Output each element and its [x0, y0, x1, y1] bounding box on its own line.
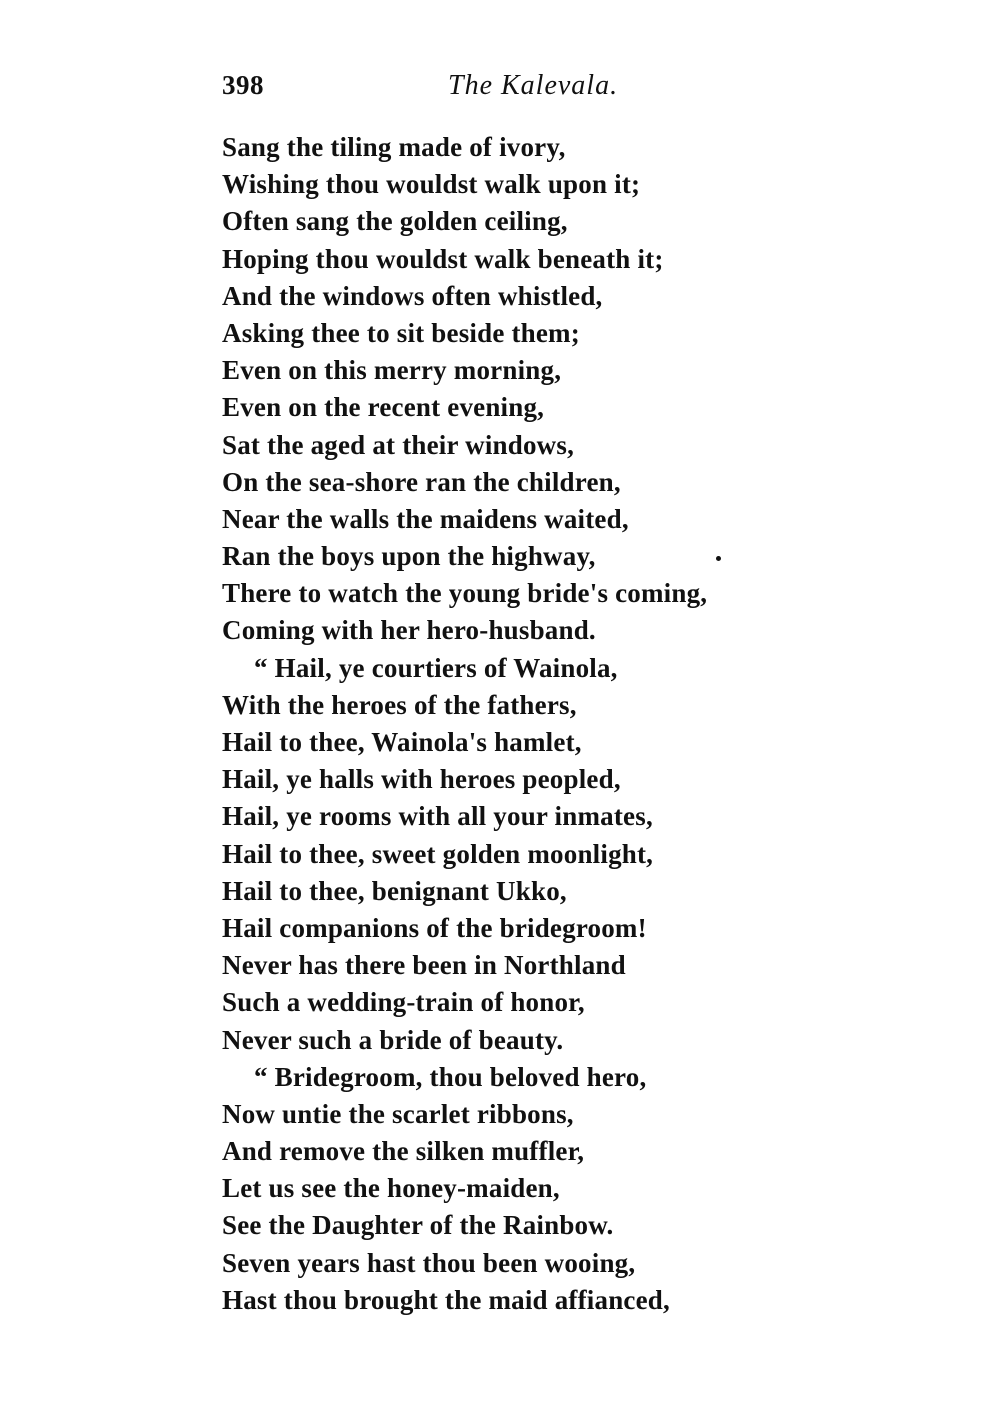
verse-line: There to watch the young bride's coming, [222, 578, 708, 609]
verse-line: Near the walls the maidens waited, [222, 503, 629, 534]
verse-line: Wishing thou wouldst walk upon it; [222, 169, 641, 200]
verse-line: Hoping thou wouldst walk beneath it; [222, 243, 664, 274]
verse-line: Hail, ye rooms with all your inmates, [222, 801, 653, 832]
verse-line: Sang the tiling made of ivory, [222, 132, 566, 162]
verse-line: Coming with her hero-husband. [222, 615, 596, 646]
verse-line: See the Daughter of the Rainbow. [222, 1210, 614, 1241]
verse-line: Sat the aged at their windows, [222, 429, 575, 460]
page-header [222, 70, 782, 110]
verse-block [222, 129, 822, 1319]
verse-line: Now untie the scarlet ribbons, [222, 1098, 574, 1129]
verse-line: Ran the boys upon the highway, [222, 541, 596, 572]
verse-line: Asking thee to sit beside them; [222, 317, 580, 348]
verse-line: Let us see the honey-maiden, [222, 1173, 560, 1204]
verse-line: Never has there been in Northland [222, 950, 626, 981]
verse-line: Hail to thee, Wainola's hamlet, [222, 727, 582, 757]
running-title: The Kalevala. [448, 70, 619, 101]
verse-line: “ Bridegroom, thou beloved hero, [254, 1061, 647, 1092]
verse-line: Even on the recent evening, [222, 392, 545, 423]
verse-line: Hail companions of the bridegroom! [222, 912, 647, 943]
verse-line: Even on this merry morning, [222, 355, 562, 386]
verse-line: Often sang the golden ceiling, [222, 206, 568, 237]
verse-line: Hail to thee, benignant Ukko, [222, 875, 567, 906]
verse-line: And remove the silken muffler, [222, 1136, 585, 1167]
page-number: 398 [222, 70, 264, 100]
verse-line: Never such a bride of beauty. [222, 1024, 564, 1055]
verse-line: Hail to thee, sweet golden moonlight, [222, 838, 654, 869]
print-speck [716, 556, 721, 561]
verse-line: On the sea-shore ran the children, [222, 466, 621, 497]
verse-line: “ Hail, ye courtiers of Wainola, [254, 652, 618, 683]
verse-line: Hail, ye halls with heroes peopled, [222, 764, 621, 795]
verse-line: Seven years hast thou been wooing, [222, 1247, 636, 1278]
verse-line: With the heroes of the fathers, [222, 689, 577, 720]
verse-line: Hast thou brought the maid affianced, [222, 1284, 670, 1315]
verse-line: Such a wedding-train of honor, [222, 987, 585, 1018]
verse-line: And the windows often whistled, [222, 280, 603, 311]
